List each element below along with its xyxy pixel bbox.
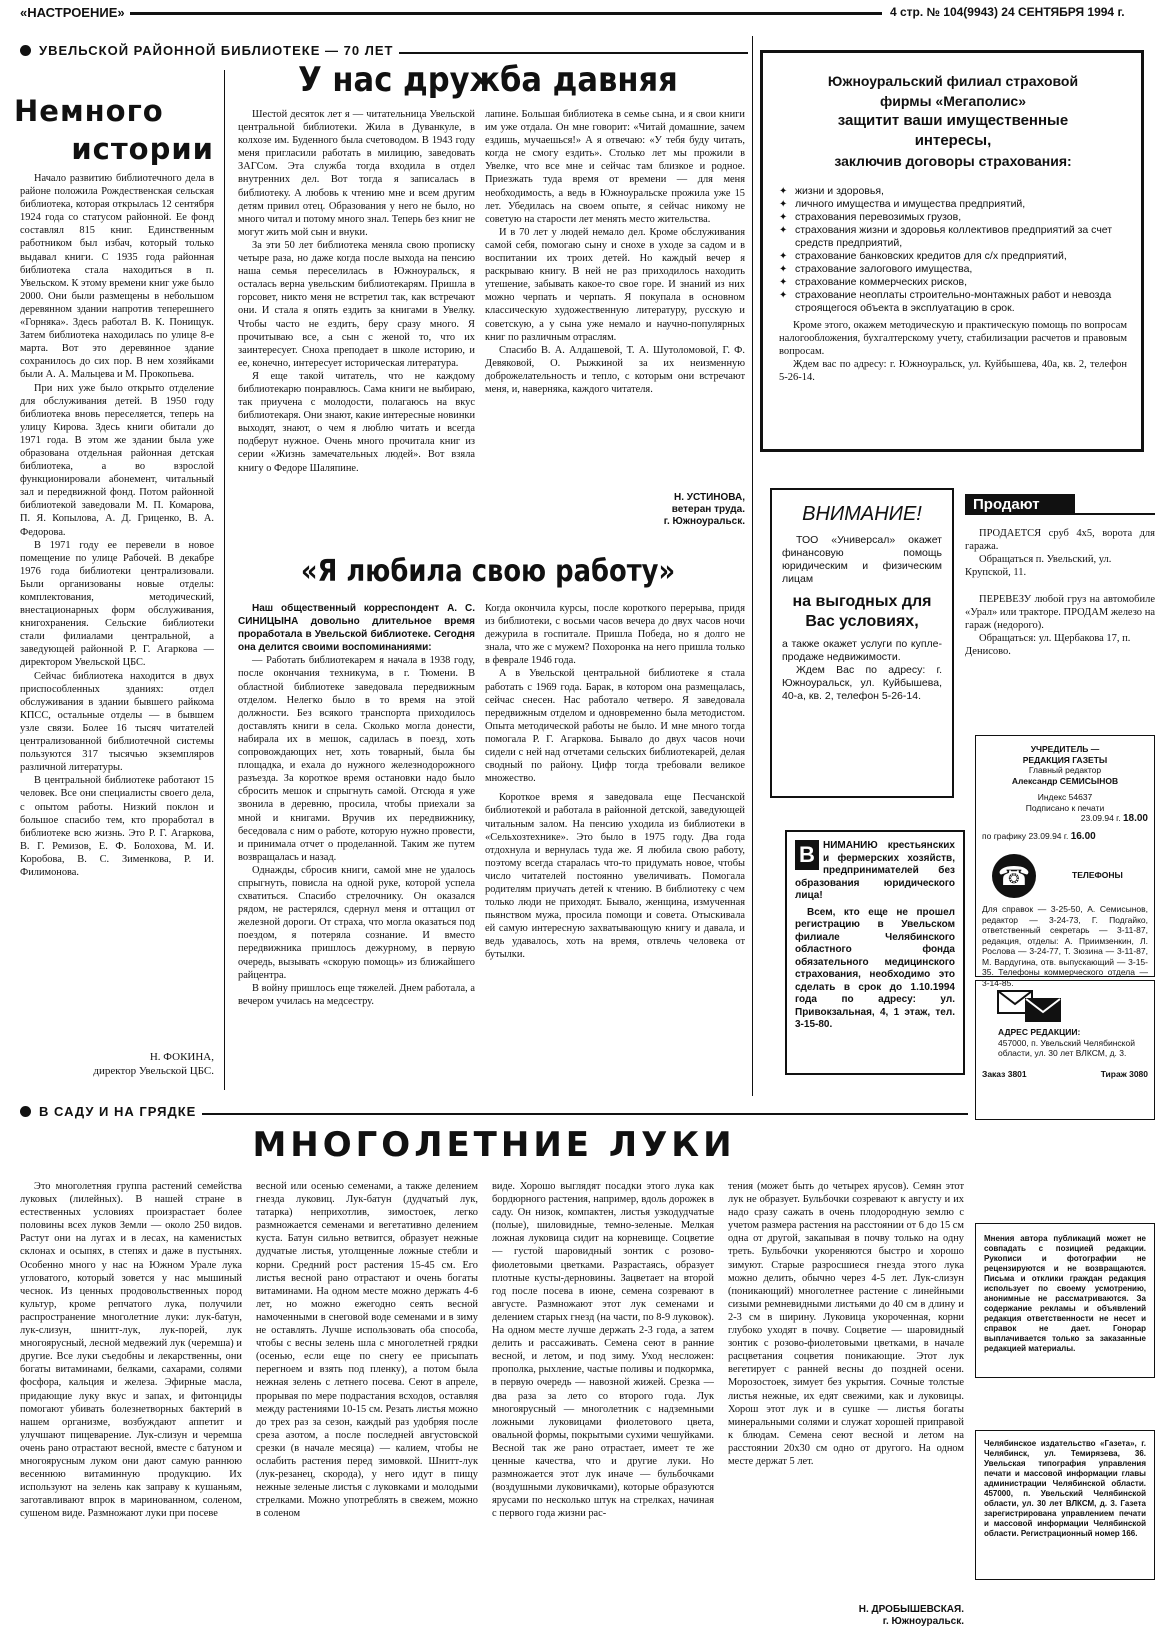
insurance-heading: Южноуральский филиал страховой фирмы «Мегаполис» защитит ваши имущественные интересы, заключив договоры страхования: [827,73,1079,169]
insurance-item: ✦ страхование коммерческих рисков, [779,276,1127,289]
garden-col-2: весной или осенью семенами, а также делением гнезда луковиц. Лук-батун (дудчатый лук, татарка) неприхотлив, зимостоек, легко размножается семенами и вегетативно делением куста. Батун сильно ветвится, образует нежные дудчатые листья, утолщенные ложные стебли и корни. Средний рост растения 15-45 см. Его листья весной рано отрастают и очень богаты витаминами. На одном месте можно держать 4-6 лет, но можно ежегодно сеять весной намоченными в снеговой воде семенами и в зиму не оставлять. Лучше использовать оба способа, чтобы с весны зелень шла с многолетней грядки (осенью, если еще по снегу ее присыпать перегноем и взять под пленку), а потом была нежная зелень с летнего посева. Сеют в апреле, прорывая по мере подрастания всходов, оставляя между растениями 10-15 см. Резать листья можно до трех раз за сезон, каждый раз удобряя после среза азотом, а после последней августовской срезки (в начале месяца) — калием, чтобы не ослабить растения перед зимовкой. Шнитт-лук (лук-резанец, скорода), у него идут в пищу нежные зеленые листья с луковками и молодыми стрелками. Можно употреблять в свежем, можно в соленом [256,1181,478,1520]
disclaimer-box: Мнения автора публикаций может не совпадать с позицией редакции. Рукописи и фотографии не рецензируются и не возвращаются. Письма и отклики граждан редакция использует по своему усмотрению, анонимные не рассматриваются. За содержание рекламы и объявлений редакция ответственности не несет и справок не дает. Гонорар выплачивается только за заказанные редакцией материалы. [975,1223,1155,1378]
divider-history [224,70,225,1090]
attention-title: ВНИМАНИЕ! [802,503,922,525]
history-title: Немного истории [14,94,214,166]
insurance-item: ✦ страхование банковских кредитов для с/х предприятий, [779,250,1127,263]
garden-col-1: Это многолетняя группа растений семейства луковых (лилейных). В нашей стране в естественных условиях произрастает более половины всех луков Земли — около 250 видов. Растут они на лугах и в лесах, на каменистых склонах и осыпях, в степях и даже в пустынях. Особенно много у нас на Южном Урале лука угловатого, который зовется у нас мышиный чеснок. Из ценных продовольственных пород культур, кроме репчатого лука, получили распространение многолетние луки: лук-батун, лук-слизун, шнитт-лук, лук-порей, лук многоярусный, лесной медвежий лук (черемша) и другие. Все луки съедобны и лекарственны, они богаты витаминами, белками, сахарами, солями фосфора, кальция и железа. Эфирные масла, придающие луку вкус и запах, и фитонциды помогают убивать болезнетворных бактерий в нашем организме, возбуждают аппетит и улучшают пищеварение. Лук-слизун и черемша очень рано отрастают весной, вместе с батуном и многоярусным луком они дают самую раннюю весеннюю витаминную продукцию. Их используют на зелень как заправу к кушаньям, заготавливают впрок в маринованном, соленом, сушеном виде. Размножают луки при посеве [20,1181,242,1520]
insurance-item: ✦ страхования перевозимых грузов, [779,211,1127,224]
history-text: Начало развитию библиотечного дела в районе положила Рождественская сельская библиотека, которая открылась 12 сентября 1924 года со статусом районной. Ее фонд составлял 815 книг. Единственным работником был избач, который только выдавал книги. С 1935 года районная библиотека стала находиться в п. Увельском. К этому времени книг уже было 2000. Они были размещены в небольшом деревянном здании напротив теперешнего «Горняка». Здесь работал В. К. Понищук. Затем библиотека находилась по улице 8-е марта. Вот это деревянное здание сохранилось до сих пор. В нем хозяйками были А. А. Мальцева и М. Прокопьева. При них уже было открыто отделение для обслуживания детей. В 1950 году библиотека вновь переселяется, теперь на улицу Кирова. Здесь книги обитали до 1971 года. В этом же здании была уже образована отдельная районная детская библиотека, а во взрослой функционировали абонемент, читальный зал и передвижной фонд. Потом районной библиотекой заведовали М. П. Комарова, П. Я. Копылова, А. Д. Гриценко, В. А. Федорова. В 1971 году ее перевели в новое помещение по улице Рабочей. В декабре 1976 года библиотеки централизовали. Были организованы новые отделы: комплектования, методический, внестационарных форм обслуживания, книгохранения. Сельские библиотеки стали филиалами центральной, а заведующей районной Р. Г. Агаркова — директором Увельской ЦБС. Сейчас библиотека находится в двух приспособленных зданиях: отдел обслуживания в здании бывшего райкома КПСС, остальные отделы — в бывшем узле связи. Более 16 тысяч читателей централизованной библиотечной системы пользуются 317 тысячью экземпляров различной литературы. В центральной библиотеке работают 15 человек. Все они специалисты своего дела, с опытом работы. Низкий поклон и большое спасибо тем, кто проработал в библиотеке всю жизнь. Это Р. Г. Агаркова, В. Г. Ремизов, Е. Ф. Болохова, М. И. Коробова, В. С. Зименкова, Р. И. Филимонова. [20,173,214,878]
insurance-item: ✦ личного имущества и имущества предприятий, [779,198,1127,211]
friendship-signature: Н. УСТИНОВА, ветеран труда. г. Южноуральск. [663,492,745,527]
loved-col-1: Наш общественный корреспондент А. С. СИНИЦЫНА довольно длительное время проработала в Увельской библиотеке. Сегодня она делится своими воспоминаниями: — Работать библиотекарем я начала в 1938 году, после окончания техникума, в г. Тюмени. В областной библиотеке заведовала передвижным отделом. Нелегко было в то время на этой должности. Без всякого транспорта приходилось доставлять книги в села. Сколько могла донести, набирала их в мешок, садилась в поезд, хоть сопровождающих нет, хоть товарный, была бы площадка, и ехала до нужного железнодорожного разъезда. За короткое время остановки надо было сбросить мешок и спрыгнуть самой. Отсюда я уже звонила в деревню, просила, чтобы приехали за мной и книгами. Вручив их передвижнику, беседовала с ним о работе, которую нужно провести, и принимала отчет о проделанной. Таким же путем возвращалась и назад. Однажды, сбросив книги, самой мне не удалось спрыгнуть, повисла на одной руке, которой успела схватиться. Спасибо стрелочнику. Он оказался рядом, не растерялся, сдернул меня и оттащил от железной дороги. От страха, что могла оказаться под поездом, я потеряла сознание. И вместо передвижника пришлось дежурному, в первую очередь, вызывать «скорую помощь» из ближайшего райцентра. В войну пришлось еще тяжелей. Днем работала, а вечером училась на медсестру. [238,603,475,1007]
insurance-item: ✦ страхование залогового имущества, [779,263,1127,276]
farmers-dropcap: В [795,840,819,870]
column-divider [752,36,753,1096]
masthead-paper-name: «НАСТРОЕНИЕ» [20,5,125,20]
insurance-item: ✦ страхования жизни и здоровья коллективов предприятий за счет средств предприятий, [779,224,1127,250]
masthead-issue: 4 стр. № 104(9943) 24 СЕНТЯБРЯ 1994 г. [890,5,1125,19]
garden-title: МНОГОЛЕТНИЕ ЛУКИ [252,1125,736,1165]
friendship-title: У нас дружба давняя [298,60,678,100]
loved-col-2: Когда окончила курсы, после короткого перерыва, придя из библиотеки, с восьми часов вечера до двух часов ночи дежурила в госпитале. Пришла Победа, но я долго не знала, что же с мужем? Похоронка на него пришла только в феврале 1946 года. А в Увельской центральной библиотеке я стала работать с 1969 года. Барак, в котором она размещалась, сейчас снесен. Нас работало четверо. Я заведовала передвижным отделом и одновременно была методистом. Опыта методической работы не было. И мне много тогда помогала Р. Г. Агаркова. Бывало до двух часов ночи сидели с ней над отчетами сельских библиотекарей, делая сводный по району. Цифр тогда требовали великое множество. Короткое время я заведовала еще Песчанской библиотекой и работала в районной детской, заведующей читальным залом. На пенсию уходила из библиотеки в «Сельхозтехнике». Это было в 1975 году. Два года отдохнула и вернулась туда же. Я любила свою работу, поэтому всегда старалась что-то придумать новое, чтобы число читателей постоянно увеличивать. Помогала родителям приучать детей к чтению. В библиотеку с чем только люди не приходят. Бывало, женщина, измученная пьянством мужа, просила помощи и совета. Отыскивала ей самую интересную захватывающую книгу и давала, и ведь удавалось, хоть на время, отвлечь человека от бутылки. [485,603,745,961]
attention-ad: ВНИМАНИЕ! ТОО «Универсал» окажет финансовую помощь юридическим и физическим лицам на выгодных для Вас условиях, а также окажет услуги по купле-продаже недвижимости. Ждем Вас по адресу: г. Южноуральск, ул. Куйбышева, 40-а, кв. 2, телефон 5-26-14. [770,488,954,798]
insurance-ad: Южноуральский филиал страховой фирмы «Мегаполис» защитит ваши имущественные интересы, заключив договоры страхования: ✦ жизни и здоровья, ✦ личного имущества и имущества предприятий, ✦ страхования перевозимых грузов, ✦ страхования жизни и здоровья коллективов предприятий за счет средств предприятий, ✦ страхование банковских кредитов для с/х предприятий, ✦ страхование залогового имущества, ✦ страхование коммерческих рисков, ✦ страхование неоплаты строительно-монтажных работ и невозда строящегося объекта в эксплуатацию в срок. Кроме этого, окажем методическую и практическую помощь по вопросам налогообложения, бухгалтерскому учету, стабилизации расчетов и правовым вопросам. Ждем вас по адресу: г. Южноуральск, ул. Куйбышева, 40а, кв. 2, телефон 5-26-14. [760,50,1144,452]
garden-col-4: тения (может быть до четырех ярусов). Семян этот лук не образует. Бульбочки созревают к августу и их надо сразу сажать в очень плодородную землю с учетом размера растения на расстоянии от 6 до 15 см одна от другой, закапывая в почву только на одну треть. Бульбочки укореняются быстро и хорошо зимуют. Старые разросшиеся гнезда этого лука можно делить, обычно через 4-5 лет. Лук-слизун (поникающий) многолетнее растение с линейными сизыми ремневидными листьями до 40 см в длину и 2-3 см в ширину. Луковица укороченная, корни глубоко уходят в почву. Соцветие — шаровидный зонтик с розово-фиолетовыми цветками, в начале расцветания соцветия поникающие. Этот лук вегетирует с ранней весны до поздней осени. Морозостоек, зимует без укрытия. Сочные толстые листья нежные, их едят свежими, как и луковицы. Хорош этот лук и в сушке — листья богаты минеральными солями и служат хорошей приправой к блюдам. Семена сеют весной и летом на расстоянии 20х30 см одно от другого. На одном месте держат 5 лет. [728,1181,964,1467]
masthead-rule [130,12,882,15]
address-box: АДРЕС РЕДАКЦИИ: 457000, п. Увельский Челябинской области, ул. 30 лет ВЛКСМ, д. 3. Заказ 3801 Тираж 3080 [975,980,1155,1120]
masthead [0,0,1165,24]
history-signature: Н. ФОКИНА, директор Увельской ЦБС. [93,1051,214,1077]
envelope-icon [996,989,1066,1023]
attention-big: на выгодных для Вас условиях, [792,593,932,630]
friendship-col-1: Шестой десяток лет я — читательница Увельской центральной библиотеки. Жила в Дуванкуле, в колхозе им. Буденного была счетоводом. В 1943 году меня пригласили работать в милицию, заведовать ЗАГСом. Эта служба тогда входила в отдел внутренних дел. Вот тогда я записалась в библиотеку. А любовь к чтению мне и всем другим детям привил отец. Образования у него не было, но много читал и потому много знал. Теперь без книг не могут жить мой сын и внуки. За эти 50 лет библиотека меняла свою прописку четыре раза, но даже когда после выхода на пенсию наша семья переселилась в Южноуральск, я осталась верна увельским библиотекарям. Пришла в горсовет, никто меня не встретил так, как встречают они. И стала я опять ездить за книгами в Увелку. Чтобы часто не ездить, беру сразу много. Я прочитываю все, а сын с женой то, что их заинтересует. Сноха преподает в школе историю, и ее, конечно, интересует историческая литература. Я еще такой читатель, что не каждому библиотекарю понравлюсь. Сама книги не выбираю, так приучена с молодости, полагаюсь на вкус библиотекаря. Они знают, какие интересные новинки выходят, знают, о чем я люблю читать и всегда подберут нужное. Очень много прочитала книг из серии «Жизнь замечательных людей». Вот взяла книгу о Федоре Шаляпине. [238,109,475,474]
garden-signature: Н. ДРОБЫШЕВСКАЯ. г. Южноуральск. [858,1604,964,1627]
imprint-box: УЧРЕДИТЕЛЬ — РЕДАКЦИЯ ГАЗЕТЫ Главный редактор Александр СЕМИСЫНОВ Индекс 54637 Подписано к печати 23.09.94 г. 18.00 по графику 23.09.94 г. 16.00 ☎ ТЕЛЕФОНЫ Для справок — 3-25-50, А. Семисынов, редактор — 3-24-73, Г. Подгайко, ответственный секретарь — 3-11-87, редакция, отделы: А. Приимзенкин, Л. Рослова — 3-24-77, Т. Зюзина — 3-11-87, М. Вардугина, отв. выпускающий — 3-15-35. Телефоны коммерческого отдела — 3-14-85. [975,735,1155,977]
publisher-box: Челябинское издательство «Газета», г. Челябинск, ул. Темирязева, 36. Увельская типография управления печати и массовой информации главы администрации Челябинской области. 457000, п. Увельский Челябинской области, ул. 30 лет ВЛКСМ, д. 3. Газета зарегистрирована управлением печати и массовой информации Челябинской области. Регистрационный номер 166. [975,1430,1155,1580]
insurance-list [779,185,1127,315]
insurance-item: ✦ жизни и здоровья, [779,185,1127,198]
friendship-col-2: лапине. Большая библиотека в семье сына, и я свои книги им уже отдала. Он мне говорит: «Читай домашние, зачем ездишь, мучаешься!» А я отвечаю: «У тебя буду читать, когда не смогу ездить». Столько лет мы прожили в Увелке, что все мне и сейчас там близкое и родное. Приезжать туда время от времени — для меня необходимость, а ведь в Южноуральске прожила уже 15 лет. Убедилась на своем опыте, я сейчас никому не советую на старости лет менять место жительства. И в 70 лет у людей немало дел. Кроме обслуживания самой себя, помогаю сыну и снохе в уходе за садом и в воспитании их троих детей. Но каждый вечер я раскрываю книгу. В ней не раз приходилось находить утешение, забывать какое-то свое горе. И знаний из них можно черпать и черпать. Я покупала в основном классическую художественную литературу, русскую и советскую, а у сына уже немало и научно-популярных книг по различным отраслям. Спасибо В. А. Алдашевой, Т. А. Шутоломовой, Г. Ф. Девяковой, О. Рыжкиной за их неизменную доброжелательность и тепло, с которым они встречают меня, и, наверняка, каждого читателя. [485,109,745,395]
library-rubric: УВЕЛЬСКОЙ РАЙОННОЙ БИБЛИОТЕКЕ — 70 ЛЕТ [20,43,399,58]
insurance-item: ✦ страхование неоплаты строительно-монтажных работ и невозда строящегося объекта в эксплуатацию в срок. [779,289,1127,315]
telephone-icon: ☎ [992,854,1036,898]
farmers-ad: В НИМАНИЮ крестьянских и фермерских хозяйств, предпринимателей без образования юридического лица! Всем, кто еще не прошел регистрацию в Увельском филиале Челябинского областного фонда обязательного медицинского страхования, необходимо это сделать в срок до 1.10.1994 года по адресу: ул. Привокзальная, 4, 1 этаж, тел. 3-15-80. [785,830,965,1075]
sale-section: Продают ПРОДАЕТСЯ сруб 4х5, ворота для гаража. Обращаться п. Увельский, ул. Крупской, 11. ПЕРЕВЕЗУ любой груз на автомобиле «Урал» или тракторе. ПРОДАМ железо на гараж (недорого). Обращаться: ул. Щербакова 17, п. Денисово. [965,496,1155,657]
garden-rubric: В САДУ И НА ГРЯДКЕ [20,1104,202,1119]
garden-col-3: виде. Хорошо выглядят посадки этого лука как бордюрного растения, например, вдоль дорожек в саду. Он низок, компактен, листья узкодудчатые (полые), шиловидные, темно-зеленые. Мелкая ложная луковица сидит на корневище. Соцветие — густой шаровидный зонтик с розово-фиолетовыми цветками. Разрастаясь, образует плотные кусты-дерновины. Зацветает на второй год после посева в июне, семена созревают в августе. Размножают этот лук семенами и делением старых гнезд (на части, по 8-9 луковок). На одном месте лучше держать 2-3 года, а затем делить и рассаживать. Семена сеют в ранние весной, и летом, и под зиму. Уход несложен: прополка, рыхление, частые поливы и подкормка, в первую очередь — навозной жижей. Срезка — два раза за лето со второго года. Лук многоярусный — многолетник с надземными ложными луковицами фиолетового цвета, овальной формы, покрытыми сухими чешуйками. Весной так же рано отрастает, имеет те же ценные качества, что и другие луки. Но размножается этот лук иначе — бульбочками (воздушными луковичками), которые образуются ярусами по несколько штук на стрелках, начиная с первого года жизни рас- [492,1181,714,1520]
sale-title: Продают [965,494,1075,515]
loved-title: «Я любила свою работу» [300,554,676,589]
